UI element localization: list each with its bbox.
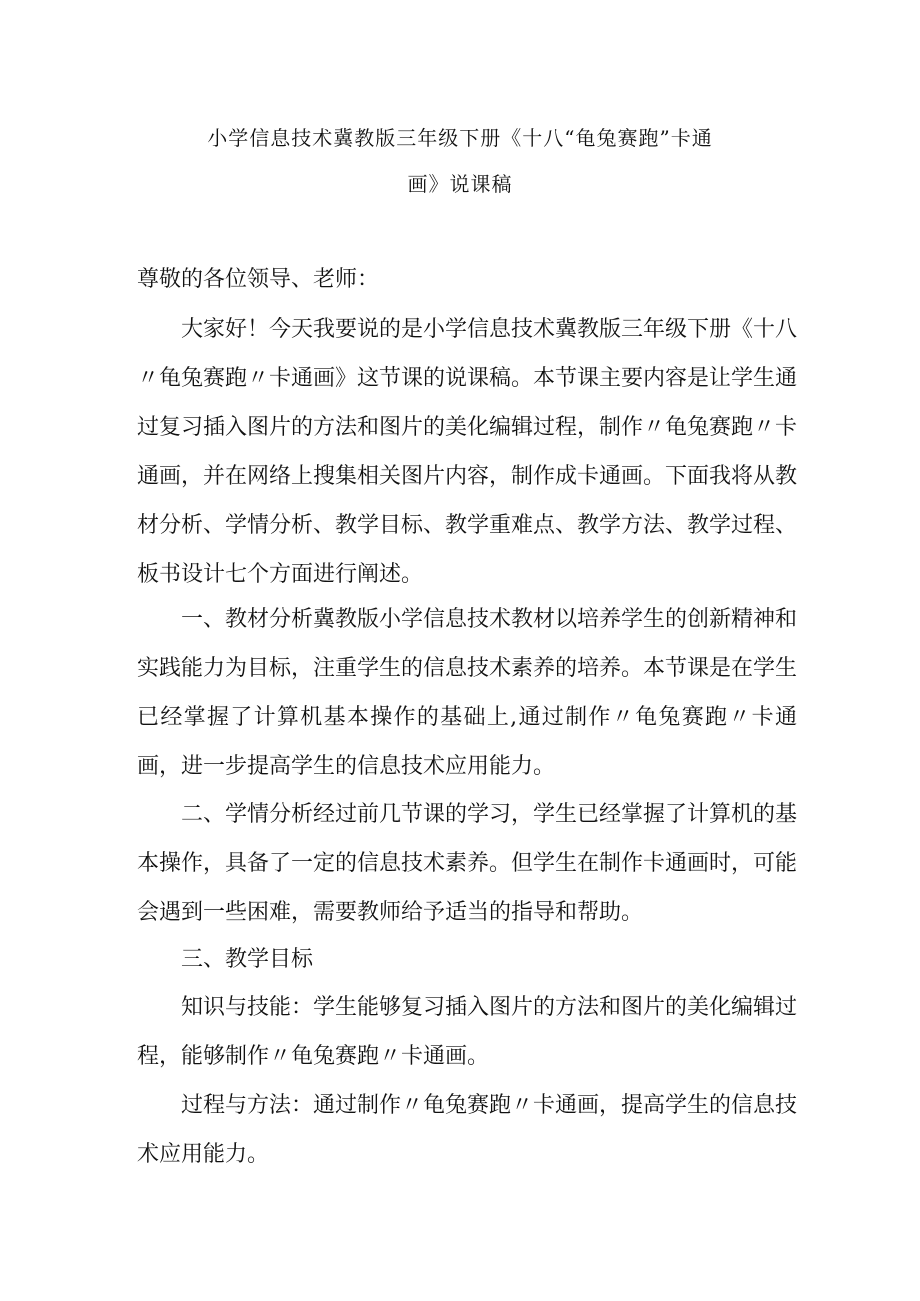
document-title-line-1: 小学信息技术冀教版三年级下册《十八“龟兔赛跑”卡通	[207, 126, 713, 150]
paragraph-knowledge-skills: 知识与技能：学生能够复习插入图片的方法和图片的美化编辑过程，能够制作〃龟兔赛跑〃卡通画。	[137, 995, 798, 1069]
paragraph-textbook-analysis: 一、教材分析冀教版小学信息技术教材以培养学生的创新精神和实践能力为目标，注重学生的信息技术素养的培养。本节课是在学生已经掌握了计算机基本操作的基础上,通过制作〃龟兔赛跑〃卡通画，进一步提高学生的信息技术应用能力。	[137, 607, 798, 779]
paragraph-introduction: 大家好！今天我要说的是小学信息技术冀教版三年级下册《十八〃龟兔赛跑〃卡通画》这节课的说课稿。本节课主要内容是让学生通过复习插入图片的方法和图片的美化编辑过程，制作〃龟兔赛跑〃卡通画，并在网络上搜集相关图片内容，制作成卡通画。下面我将从教材分析、学情分析、教学目标、教学重难点、教学方法、教学过程、板书设计七个方面进行阐述。	[137, 317, 798, 587]
paragraph-process-methods: 过程与方法：通过制作〃龟兔赛跑〃卡通画，提高学生的信息技术应用能力。	[137, 1093, 798, 1167]
salutation: 尊敬的各位领导、老师：	[137, 267, 380, 292]
document-title-line-2: 画》说课稿	[407, 172, 513, 196]
section-heading-teaching-objectives: 三、教学目标	[181, 947, 314, 972]
paragraph-student-analysis: 二、学情分析经过前几节课的学习，学生已经掌握了计算机的基本操作，具备了一定的信息技术素养。但学生在制作卡通画时，可能会遇到一些困难，需要教师给予适当的指导和帮助。	[137, 802, 798, 925]
